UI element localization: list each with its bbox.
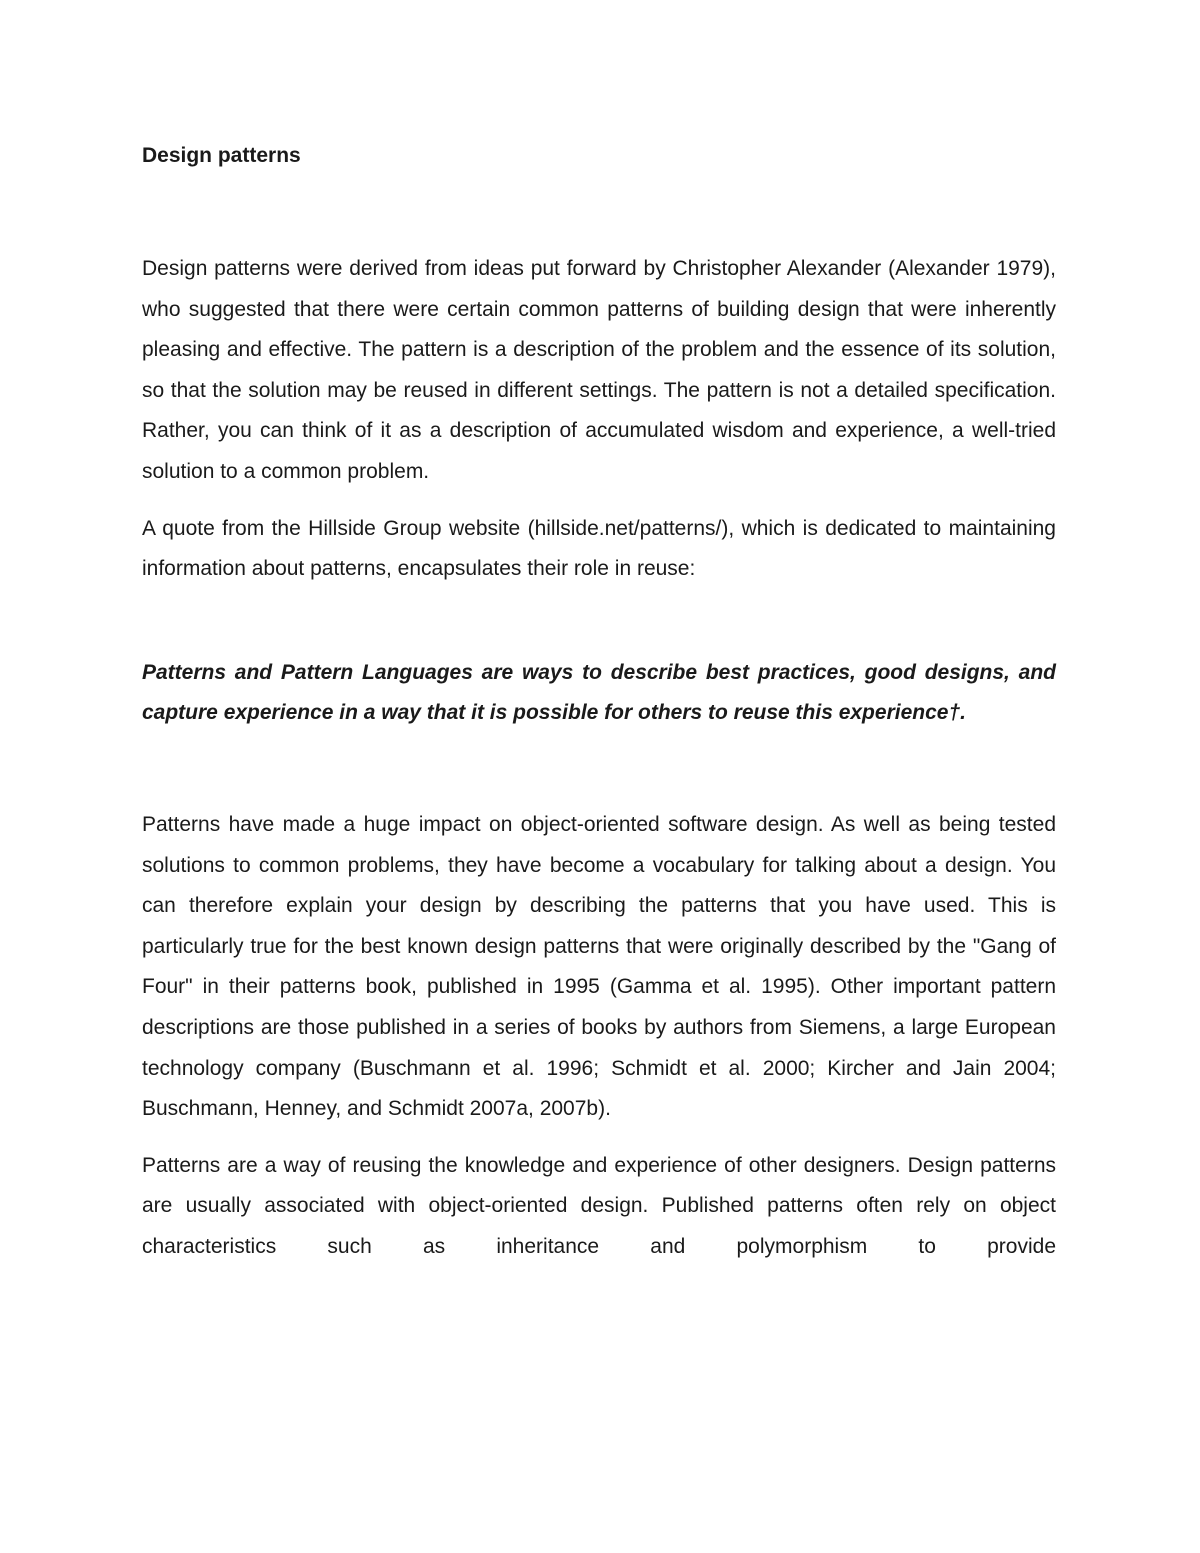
- paragraph-origin: Design patterns were derived from ideas put forward by Christopher Alexander (Alexander 1979), who suggested that there were certain common patterns of building design that were inherently pleasing and effective. The pattern is a description of the problem and the essence of its solution, so that the solution may be reused in different settings. The pattern is not a detailed specification. Rather, you can think of it as a description of accumulated wisdom and experience, a well-tried solution to a common problem.: [142, 257, 1056, 483]
- hillside-quote: Patterns and Pattern Languages are ways to describe best practices, good designs, and capture experience in a way that it is possible for others to reuse this experience†.: [142, 660, 1056, 725]
- paragraph-hillside-intro: A quote from the Hillside Group website (hillside.net/patterns/), which is dedicated to maintaining information about patterns, encapsulates their role in reuse:: [142, 516, 1056, 581]
- paragraph-impact: Patterns have made a huge impact on object-oriented software design. As well as being tested solutions to common problems, they have become a vocabulary for talking about a design. You can therefore explain your design by describing the patterns that you have used. This is particularly true for the best known design patterns that were originally described by the "Gang of Four" in their patterns book, published in 1995 (Gamma et al. 1995). Other important pattern descriptions are those published in a series of books by authors from Siemens, a large European technology company (Buschmann et al. 1996; Schmidt et al. 2000; Kircher and Jain 2004; Buschmann, Henney, and Schmidt 2007a, 2007b).: [142, 812, 1056, 1121]
- document-body: [142, 138, 1056, 1267]
- page-title: Design patterns: [142, 144, 301, 167]
- paragraph-reuse: Patterns are a way of reusing the knowledge and experience of other designers. Design patterns are usually associated with object-oriented design. Published patterns often rely on object characteristics such as inheritance and polymorphism to provide: [142, 1153, 1056, 1258]
